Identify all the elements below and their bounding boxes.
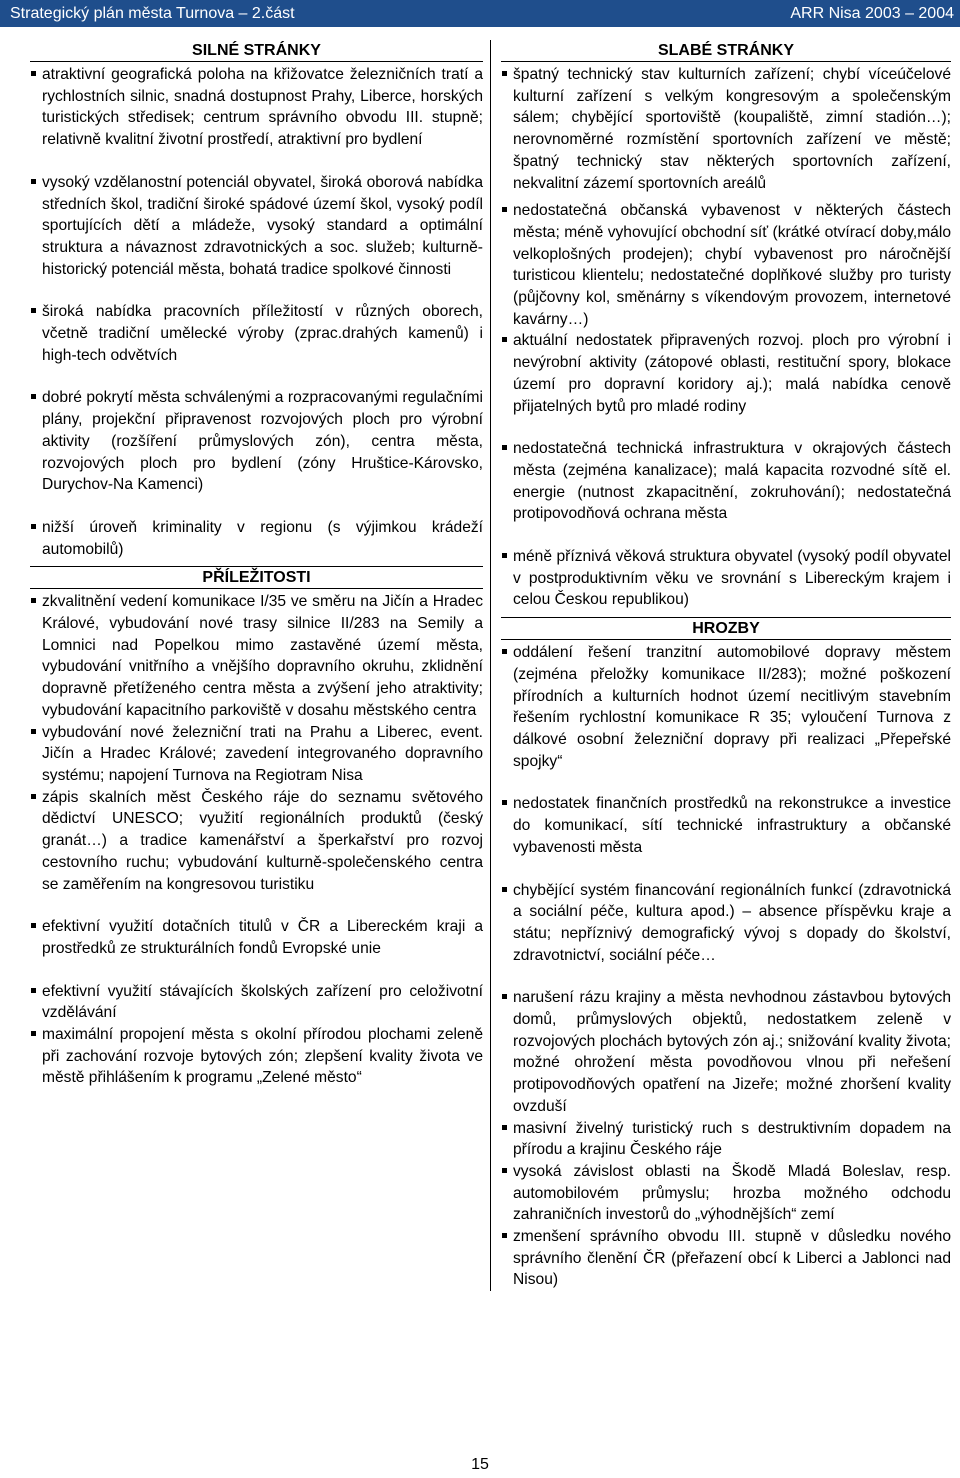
opportunity-item: efektivní využití dotačních titulů v ČR a Libereckém kraji a prostředků ze strukturálních fondů Evropské unie bbox=[30, 916, 483, 959]
strength-item: široká nabídka pracovních příležitostí v různých oborech, včetně tradiční umělecké výroby (zprac.drahých kamenů) i high-tech odvětvích bbox=[30, 301, 483, 366]
threat-item: oddálení řešení tranzitní automobilové dopravy městem (zejména přeložky komunikace II/283); možné poškození přírodních a kulturních hodnot území necitlivým stavebním řešením rychlostní komunikace R 35; vyloučení Turnova z dálkové osobní železniční dopravy při realizaci „Přepeřské spojky“ bbox=[501, 642, 951, 772]
threat-item: zmenšení správního obvodu III. stupně v důsledku nového správního členění ČR (přeřazení obcí k Liberci a Jablonci nad Nisou) bbox=[501, 1226, 951, 1291]
weaknesses-title: SLABÉ STRÁNKY bbox=[501, 40, 951, 62]
threat-item: chybějící systém financování regionálních funkcí (zdravotnická a sociální péče, kultura apod.) – absence příspěvku kraje a státu; nepříznivý demografický vývoj s dopady do školství, zdravotnictví, sociální péče… bbox=[501, 880, 951, 967]
weakness-item: nedostatečná technická infrastruktura v okrajových částech města (zejména kanalizace); malá kapacita rozvodné sítě el. energie (nutnost zkapacitnění, zokruhování); nedostatečná protipovodňová ochrana města bbox=[501, 438, 951, 525]
strength-item: dobré pokrytí města schválenými a rozpracovanými regulačními plány, projekční připravenost rozvojových ploch pro výrobní aktivity (rozšíření průmyslových zón), centra města, rozvojových ploch pro bydlení (zóny Hruštice-Károvsko, Durychov-Na Kamenci) bbox=[30, 387, 483, 496]
threat-item: masivní živelný turistický ruch s destruktivním dopadem na přírodu a krajinu Českého ráje bbox=[501, 1118, 951, 1161]
left-column bbox=[24, 40, 491, 1291]
threat-item: vysoká závislost oblasti na Škodě Mladá Boleslav, resp. automobilovém průmyslu; hrozba možného odchodu zahraničních investorů do „výhodnějších“ zemí bbox=[501, 1161, 951, 1226]
threat-item: nedostatek finančních prostředků na rekonstrukce a investice do komunikací, sítí technické infrastruktury a občanské vybavenosti města bbox=[501, 793, 951, 858]
threats-list bbox=[501, 642, 951, 1291]
opportunity-item: zkvalitnění vedení komunikace I/35 ve směru na Jičín a Hradec Králové, vybudování nové trasy silnice II/283 na Semily a Lomnici nad Popelkou mimo zastavěné území města, vybudování vnitřního a vnějšího dopravního okruhu, zklidnění dopravně přetíženého centra města a zvýšení jeho atraktivity; vybudování kapacitního parkoviště v dosahu městského centra bbox=[30, 591, 483, 721]
strengths-title: SILNÉ STRÁNKY bbox=[30, 40, 483, 62]
strength-item: atraktivní geografická poloha na křižovatce železničních tratí a rychlostních silnic, snadná dostupnost Prahy, Liberce, horských turistických středisek; centrum správního obvodu III. stupně; relativně kvalitní životní prostředí, atraktivní pro bydlení bbox=[30, 64, 483, 151]
opportunity-item: maximální propojení města s okolní přírodou plochami zeleně při zachování rozvoje bytových zón; zlepšení kvality života ve městě přihlášením k programu „Zelené město“ bbox=[30, 1024, 483, 1089]
strength-item: vysoký vzdělanostní potenciál obyvatel, široká oborová nabídka středních škol, tradiční široké spádové území škol, vysoký podíl sportujících dětí a mládeže, vysoký standard a optimální struktura a návaznost zdravotnických a soc. služeb; kulturně-historický potenciál města, bohatá tradice spolkové činnosti bbox=[30, 172, 483, 281]
opportunity-item: zápis skalních měst Českého ráje do seznamu světového dědictví UNESCO; využití regionálních produktů (český granát…) a tradice kamenářství a šperkařství pro rozvoj cestovního ruchu; vybudování kulturně-společenského centra se zaměřením na kongresovou turistiku bbox=[30, 787, 483, 896]
header-title: Strategický plán města Turnova – 2.část bbox=[10, 5, 295, 22]
threats-title: HROZBY bbox=[501, 617, 951, 640]
threat-item: narušení rázu krajiny a města nevhodnou zástavbou bytových domů, průmyslových objektů, nedostatkem zeleně v rozvojových plochách bytových zón aj.; snižování kvality života; možné ohrožení města povodňovou vlnou při neřešení protipovodňových opatření na Jizeře; možné zhoršení kvality ovzduší bbox=[501, 987, 951, 1117]
right-column bbox=[491, 40, 958, 1291]
opportunities-title: PŘÍLEŽITOSTI bbox=[30, 566, 483, 589]
opportunities-list bbox=[30, 591, 483, 1089]
opportunity-item: vybudování nové železniční trati na Prahu a Liberec, event. Jičín a Hradec Králové; zavedení integrovaného dopravního systému; napojení Turnova na Regiotram Nisa bbox=[30, 722, 483, 787]
swot-table bbox=[24, 40, 958, 1291]
weakness-item: aktuální nedostatek připravených rozvoj. ploch pro výrobní i nevýrobní aktivity (zátopové oblasti, restituční spory, blokace území pro dopravní koridory aj.); malá nabídka cenově přijatelných bytů pro mladé rodiny bbox=[501, 330, 951, 417]
header-org: ARR Nisa 2003 – 2004 bbox=[790, 5, 954, 22]
strengths-list bbox=[30, 64, 483, 560]
page-header bbox=[0, 0, 960, 27]
weakness-item: špatný technický stav kulturních zařízení; chybí víceúčelové kulturní zařízení s velkým kongresovým a společenským sálem; chybějící sportoviště (koupaliště, zimní stadión…); nerovnoměrné rozmístění sportovních zařízení ve městě; špatný technický stav některých sportovních zařízení, nekvalitní zázemí sportovních areálů bbox=[501, 64, 951, 194]
strength-item: nižší úroveň kriminality v regionu (s výjimkou krádeží automobilů) bbox=[30, 517, 483, 560]
opportunity-item: efektivní využití stávajících školských zařízení pro celoživotní vzdělávání bbox=[30, 981, 483, 1024]
weakness-item: méně příznivá věková struktura obyvatel (vysoký podíl obyvatel v postproduktivním věku ve srovnání s Libereckým krajem i celou Českou republikou) bbox=[501, 546, 951, 611]
weaknesses-list bbox=[501, 64, 951, 611]
page-number: 15 bbox=[471, 1456, 489, 1473]
weakness-item: nedostatečná občanská vybavenost v některých částech města; méně vyhovující obchodní síť (krátké otvírací doby,málo velkoplošných prodejen); chybí vybavenost pro náročnější turisticou klientelu; nedostatečné doplňkové služby pro turisty (půjčovny kol, směnárny s víkendovým provozem, internetové kavárny…) bbox=[501, 200, 951, 330]
